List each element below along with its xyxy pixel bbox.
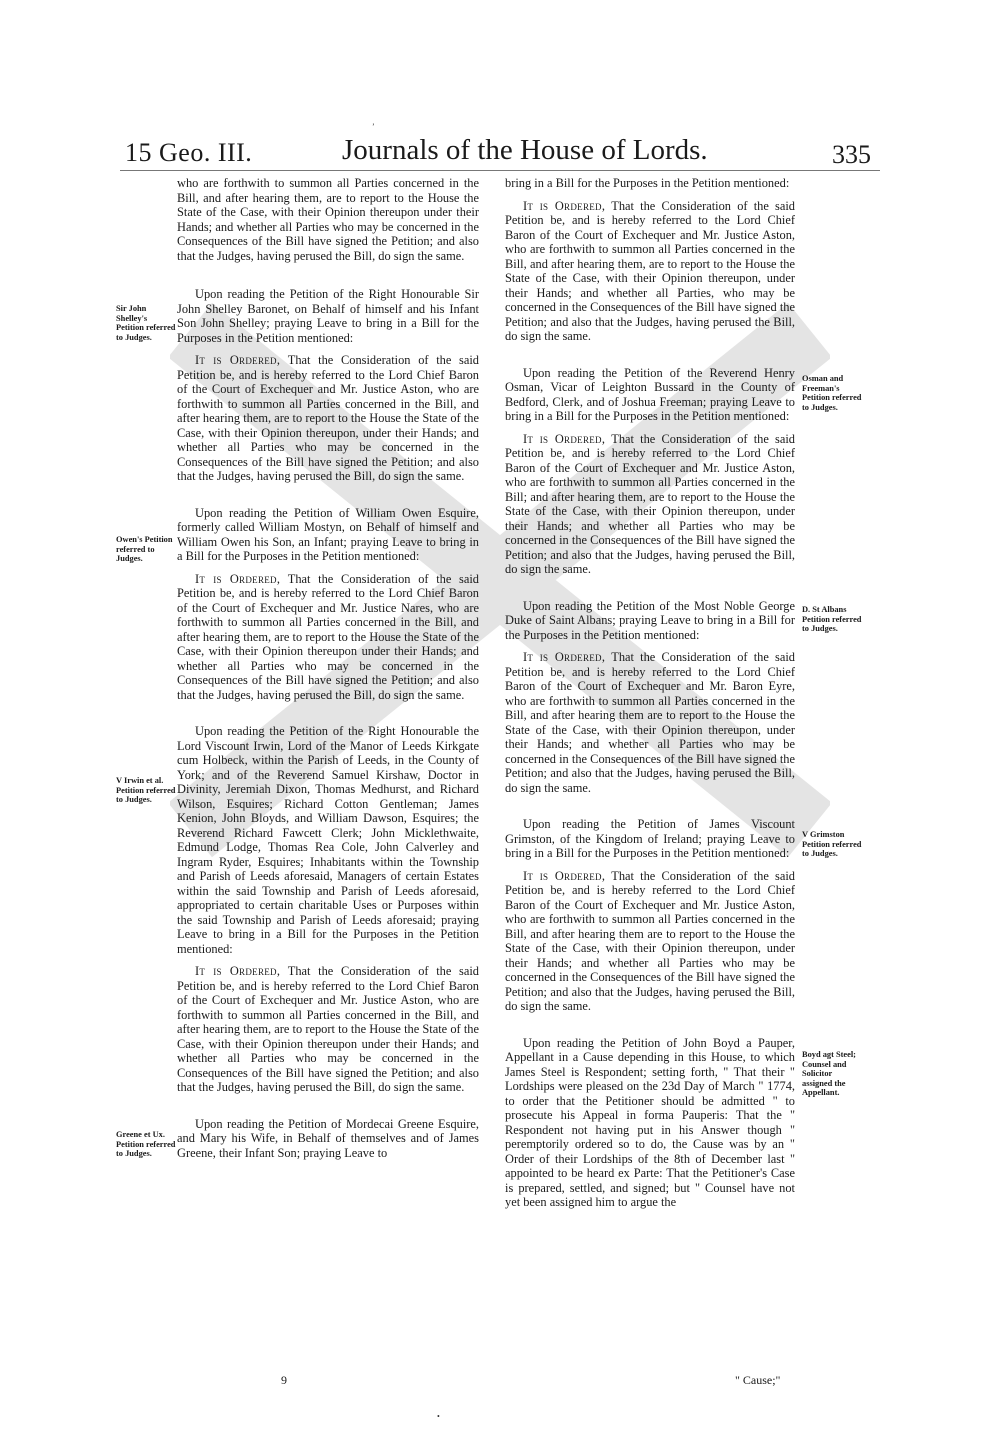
order-paragraph [177, 572, 479, 703]
paragraph: Upon reading the Petition of the Right Honourable the Lord Viscount Irwin, Lord of the Manor of Leeds Kirkgate cum Holbeck, within the Parish of Leeds, in the County of York; and of the Reverend Samuel Kirshaw, Doctor in Divinity, Jeremiah Dixon, Thomas Medhurst, and Richard Wilson, Esquires; Richard Cotton Gentleman; James Kenion, John Bloyds, and William Dawson, Esquires; the Reverend Richard Fawcett Clerk; John Micklethwaite, Edmund Lodge, Thomas Rea Cole, John Calverley and Ingram Ryder, Esquires; Inhabitants within the Township and Parish of Leeds aforesaid, Managers of certain Estates within the said Township and Parish of Leeds aforesaid, appropriated to certain charitable Uses or Purposes within the said Township and Parish of Leeds aforesaid; praying Leave to bring in a Bill for the Purposes in the Petition mentioned: [177, 724, 479, 956]
order-text: That the Consideration of the said Petition be, and is hereby referred to the Lord Chief Baron of the Court of Exchequer and Mr. Justice Aston, who are forthwith to summon all Parties concerned in the Bill, and after hearing them, are to report to the House the State of the Case, with their Opinion thereupon, under their Hands; and whether all Parties, who may be concerned in the Consequences of the Bill have signed the Petition; and also that the Judges, having perused the Bill, do sign the same. [505, 198, 795, 343]
margin-note-osman: Osman and Freeman's Petition referred to Judges. [802, 374, 862, 412]
paragraph: Upon reading the Petition of the Right Honourable Sir John Shelley Baronet, on Behalf of himself and his Infant Son John Shelley; praying Leave to bring in a Bill for the Purposes in the Petition mentioned: [177, 287, 479, 345]
header-title: Journals of the House of Lords. [342, 134, 708, 166]
catchword: " Cause;" [735, 1373, 781, 1387]
signature-mark: 9 [281, 1373, 287, 1387]
order-text: That the Consideration of the said Petition be, and is hereby referred to the Lord Chief Baron of the Court of Exchequer and Mr. Justice Aston, who are forthwith to summon all Parties concerned in the Bill, and after hearing them, are to report to the House the State of the Case, with their Opinion thereupon, under their Hands; and whether all Parties who may be concerned in the Consequences of the Bill have signed the Petition; and also that the Judges, having perused the Bill, do sign the same. [177, 353, 479, 483]
paragraph: Upon reading the Petition of the Reverend Henry Osman, Vicar of Leighton Bussard in the County of Bedford, Clerk, and of Joshua Freeman; praying Leave to bring in a Bill for the Purposes in the Petition mentioned: [505, 365, 795, 423]
paragraph: Upon reading the Petition of the Most Noble George Duke of Saint Albans; praying Leave to bring in a Bill for the Purposes in the Petition mentioned: [505, 598, 795, 642]
ordered-label: It is Ordered, [523, 650, 606, 664]
left-column [177, 176, 479, 1168]
paragraph: Upon reading the Petition of John Boyd a Pauper, Appellant in a Cause depending in this House, to which James Steel is Respondent; setting forth, " That their " Lordships were pleased on the 23d Day of March " 1774, to order that the Petitioner should be admitted " to prosecute his Appeal in forma Pauperis: That the " Respondent not having put in his Answer though " peremptorily ordered so to do, the Cause was by an " Order of their Lordships of the 8th of December last " appointed to be heard ex Parte: That the Petitioner's Case is prepared, settled, and signed; but " Counsel have not yet been assigned him to argue the [505, 1035, 795, 1209]
ordered-label: It is Ordered, [523, 198, 606, 213]
margin-note-grimston: V Grimston Petition referred to Judges. [802, 830, 862, 859]
paragraph: Upon reading the Petition of Mordecai Greene Esquire, and Mary his Wife, in Behalf of themselves and of James Greene, their Infant Son; praying Leave to [177, 1116, 479, 1160]
margin-note-st-albans: D. St Albans Petition referred to Judges. [802, 605, 862, 634]
order-text: That the Consideration of the said Petition be, and is hereby referred to the Lord Chief Baron of the Court of Exchequer and Mr. Baron Eyre, who are forthwith to summon all Parties concerned in the Bill, and after hearing them are to report to the House the State of the Case, with their Opinion thereupon, under their Hands; and whether all Parties who may be concerned in the Consequences of the Bill have signed the Petition; and also that the Judges, having perused the Bill, do sign the same. [505, 650, 795, 795]
ordered-label: It is Ordered, [195, 571, 281, 586]
margin-note-greene: Greene et Ux. Petition referred to Judges. [116, 1130, 176, 1159]
order-text: That the Consideration of the said Petition be, and is hereby referred to the Lord Chief Baron of the Court of Exchequer and Mr. Justice Aston, who are forthwith to summon all Parties concerned in the Bill, and after hearing them, are to report to the House the State of the Case, with their Opinion thereupon under their Hands; and whether all Parties who may be concerned in the Consequences of the Bill have signed the Petition; and also that the Judges, having perused the Bill, do sign the same. [177, 964, 479, 1094]
paragraph: who are forthwith to summon all Parties concerned in the Bill, and after hearing them, are to report to the House the State of the Case, with their Opinion thereupon under their Hands; and whether all Parties who may be concerned in the Consequences of the Bill have signed the Petition; and also that the Judges, having perused the Bill, do sign the same. [177, 176, 479, 263]
page-number: 335 [832, 140, 871, 169]
header-rule [120, 170, 880, 171]
paragraph: Upon reading the Petition of William Owen Esquire, formerly called William Mostyn, on Behalf of himself and William Owen his Son, an Infant; praying Leave to bring in a Bill for the Purposes in the Petition mentioned: [177, 505, 479, 563]
order-paragraph [505, 650, 795, 795]
ink-speck-icon: ’ [372, 122, 375, 131]
margin-note-boyd: Boyd agt Steel; Counsel and Solicitor assigned the Appellant. [802, 1050, 856, 1098]
order-text: That the Consideration of the said Petition be, and is hereby referred to the Lord Chief Baron of the Court of Exchequer and Mr. Justice Nares, who are forthwith to summon all Parties concerned in the Bill, and after hearing them, are to report to the House the State of the Case, with their Opinion thereupon under their Hands; and whether all Parties who may be concerned in the Consequences of the Bill have signed the Petition; and also that the Judges, having perused the Bill, do sign the same. [177, 571, 479, 702]
order-paragraph [177, 964, 479, 1095]
order-paragraph [505, 432, 795, 577]
order-text: That the Consideration of the said Petition be, and is hereby referred to the Lord Chief Baron of the Court of Exchequer and Mr. Justice Aston, who are forthwith to summon all Parties concerned in the Bill, and after hearing them are to report to the House the State of the Case, with their Opinion thereupon, under their Hands; and whether all Parties who may be concerned in the Consequences of the Bill have signed the Petition; and also that the Judges, having perused the Bill, do sign the same. [505, 868, 795, 1013]
order-paragraph [505, 199, 795, 344]
ordered-label: It is Ordered, [195, 964, 281, 978]
ordered-label: It is Ordered, [195, 353, 281, 367]
margin-note-irwin: V Irwin et al. Petition referred to Judges. [116, 776, 176, 805]
paragraph: bring in a Bill for the Purposes in the Petition mentioned: [505, 176, 790, 190]
ordered-label: It is Ordered, [523, 431, 606, 446]
ink-speck-icon: • [437, 1412, 440, 1421]
margin-note-shelley: Sir John Shelley's Petition referred to Judges. [116, 304, 176, 342]
right-column [505, 176, 795, 1218]
header-regnal-year: 15 Geo. III. [125, 138, 253, 167]
order-paragraph [177, 353, 479, 484]
ordered-label: It is Ordered, [523, 868, 606, 883]
order-text: That the Consideration of the said Petition be, and is hereby referred to the Lord Chief Baron of the Court of Exchequer and Mr. Justice Aston, who are forthwith to summon all Parties concerned in the Bill; and after hearing them, are to report to the House the State of the Case, with their Opinion thereupon, under their Hands; and whether all Parties who may be concerned in the Consequences of the Bill have signed the Petition; and also that the Judges, having perused the Bill, do sign the same. [505, 431, 795, 576]
order-paragraph [505, 869, 795, 1014]
margin-note-owen: Owen's Petition referred to Judges. [116, 535, 173, 564]
paragraph: Upon reading the Petition of James Viscount Grimston, of the Kingdom of Ireland; praying Leave to bring in a Bill for the Purposes in the Petition mentioned: [505, 817, 795, 860]
